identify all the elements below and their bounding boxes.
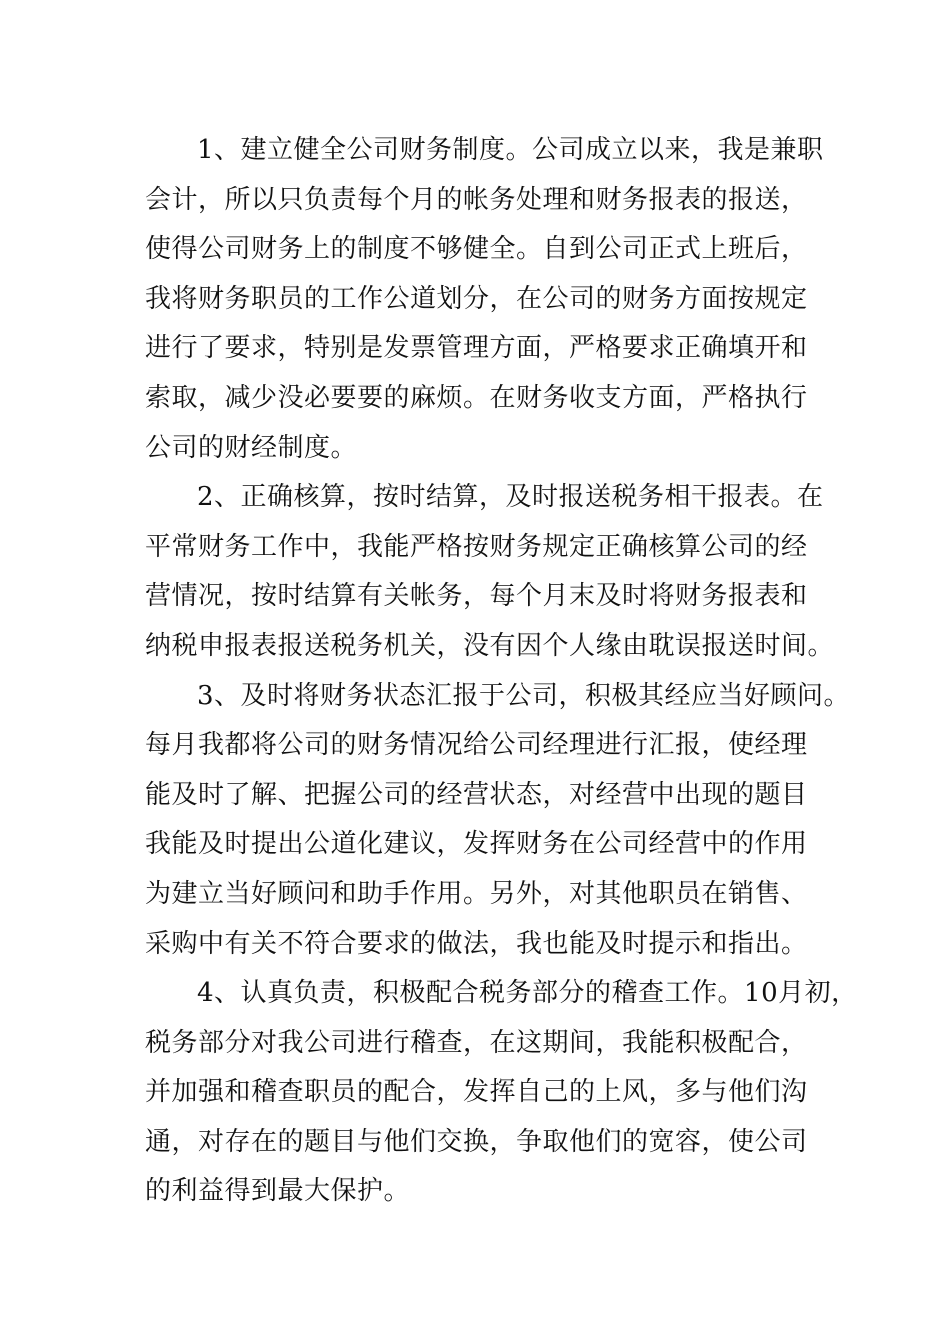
text-line: 为建立当好顾问和助手作用。另外，对其他职员在销售、 [145, 878, 808, 909]
paragraph-1 [145, 126, 825, 473]
text-line: 采购中有关不符合要求的做法，我也能及时提示和指出。 [145, 928, 808, 959]
text-line: 使得公司财务上的制度不够健全。自到公司正式上班后， [145, 234, 808, 265]
text-line: 的利益得到最大保护。 [145, 1176, 411, 1207]
text-line: 1、建立健全公司财务制度。公司成立以来，我是兼职 [197, 135, 824, 165]
text-line: 税务部分对我公司进行稽查，在这期间，我能积极配合， [145, 1027, 808, 1058]
text-line: 2、正确核算，按时结算，及时报送税务相干报表。在 [197, 482, 824, 513]
text-line: 通，对存在的题目与他们交换，争取他们的宽容，使公司 [145, 1126, 808, 1157]
text-line: 公司的财经制度。 [145, 432, 358, 463]
text-line: 索取，减少没必要要的麻烦。在财务收支方面，严格执行 [145, 382, 808, 413]
text-line: 营情况，按时结算有关帐务，每个月末及时将财务报表和 [145, 581, 808, 612]
text-line: 进行了要求，特别是发票管理方面，严格要求正确填开和 [145, 333, 808, 364]
text-line: 每月我都将公司的财务情况给公司经理进行汇报，使经理 [145, 730, 808, 761]
text-line: 4、认真负责，积极配合税务部分的稽查工作。10月初， [197, 978, 858, 1009]
text-line: 纳税申报表报送税务机关，没有因个人缘由耽误报送时间。 [145, 630, 835, 661]
text-line: 能及时了解、把握公司的经营状态，对经营中出现的题目 [145, 779, 808, 810]
text-line: 平常财务工作中，我能严格按财务规定正确核算公司的经 [145, 531, 808, 562]
text-line: 并加强和稽查职员的配合，发挥自己的上风，多与他们沟 [145, 1077, 808, 1108]
paragraph-4 [145, 969, 858, 1217]
paragraph-2 [145, 473, 835, 671]
paragraph-3 [145, 672, 851, 970]
text-line: 会计，所以只负责每个月的帐务处理和财务报表的报送， [145, 184, 808, 215]
text-line: 我能及时提出公道化建议，发挥财务在公司经营中的作用 [145, 829, 808, 860]
text-line: 我将财务职员的工作公道划分，在公司的财务方面按规定 [145, 283, 808, 314]
document-body [145, 126, 858, 1217]
text-line: 3、及时将财务状态汇报于公司，积极其经应当好顾问。 [197, 680, 851, 711]
